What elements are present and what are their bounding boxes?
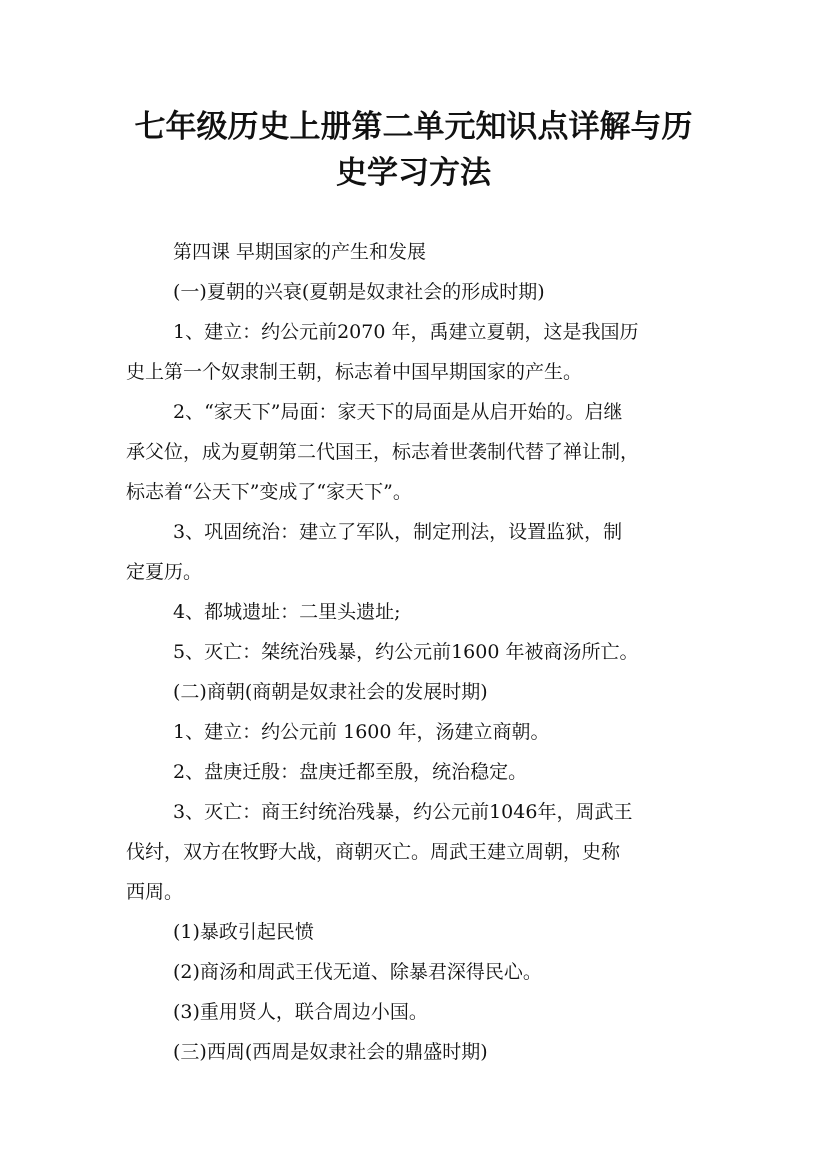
text-line: 4、都城遗址：二里头遗址; bbox=[173, 601, 401, 623]
text-line: 1、建立：约公元前 1600 年，汤建立商朝。 bbox=[173, 721, 550, 743]
title-line-1: 七年级历史上册第二单元知识点详解与历 bbox=[134, 109, 693, 145]
text-line: 承父位，成为夏朝第二代国王，标志着世袭制代替了禅让制， bbox=[126, 441, 640, 463]
text-line: 史上第一个奴隶制王朝，标志着中国早期国家的产生。 bbox=[126, 361, 583, 383]
text-line: 1、建立：约公元前2070 年，禹建立夏朝，这是我国历 bbox=[173, 321, 639, 343]
text-line: 3、灭亡：商王纣统治残暴，约公元前1046年，周武王 bbox=[173, 801, 633, 823]
title-line-2: 史学习方法 bbox=[336, 155, 491, 191]
text-line: (三)西周(西周是奴隶社会的鼎盛时期) bbox=[173, 1041, 488, 1063]
text-line: 定夏历。 bbox=[126, 561, 203, 583]
text-line: 5、灭亡：桀统治残暴，约公元前1600 年被商汤所亡。 bbox=[173, 641, 639, 663]
text-line: 第四课 早期国家的产生和发展 bbox=[173, 241, 427, 263]
text-line: (二)商朝(商朝是奴隶社会的发展时期) bbox=[173, 681, 488, 703]
text-line: (1)暴政引起民愤 bbox=[173, 921, 314, 943]
text-line: (2)商汤和周武王伐无道、除暴君深得民心。 bbox=[173, 961, 542, 983]
text-line: 标志着“公天下”变成了“家天下”。 bbox=[126, 481, 412, 503]
text-line: 3、巩固统治：建立了军队，制定刑法，设置监狱，制 bbox=[173, 521, 623, 543]
document-body bbox=[126, 232, 716, 1072]
document-title bbox=[100, 104, 727, 196]
text-line: (3)重用贤人，联合周边小国。 bbox=[173, 1001, 428, 1023]
text-line: 西周。 bbox=[126, 881, 184, 903]
text-line: 2、“家天下”局面：家天下的局面是从启开始的。启继 bbox=[173, 401, 623, 423]
text-line: 伐纣，双方在牧野大战，商朝灭亡。周武王建立周朝，史称 bbox=[126, 841, 621, 863]
text-line: (一)夏朝的兴衰(夏朝是奴隶社会的形成时期) bbox=[173, 281, 545, 303]
text-line: 2、盘庚迁殷：盘庚迁都至殷，统治稳定。 bbox=[173, 761, 528, 783]
